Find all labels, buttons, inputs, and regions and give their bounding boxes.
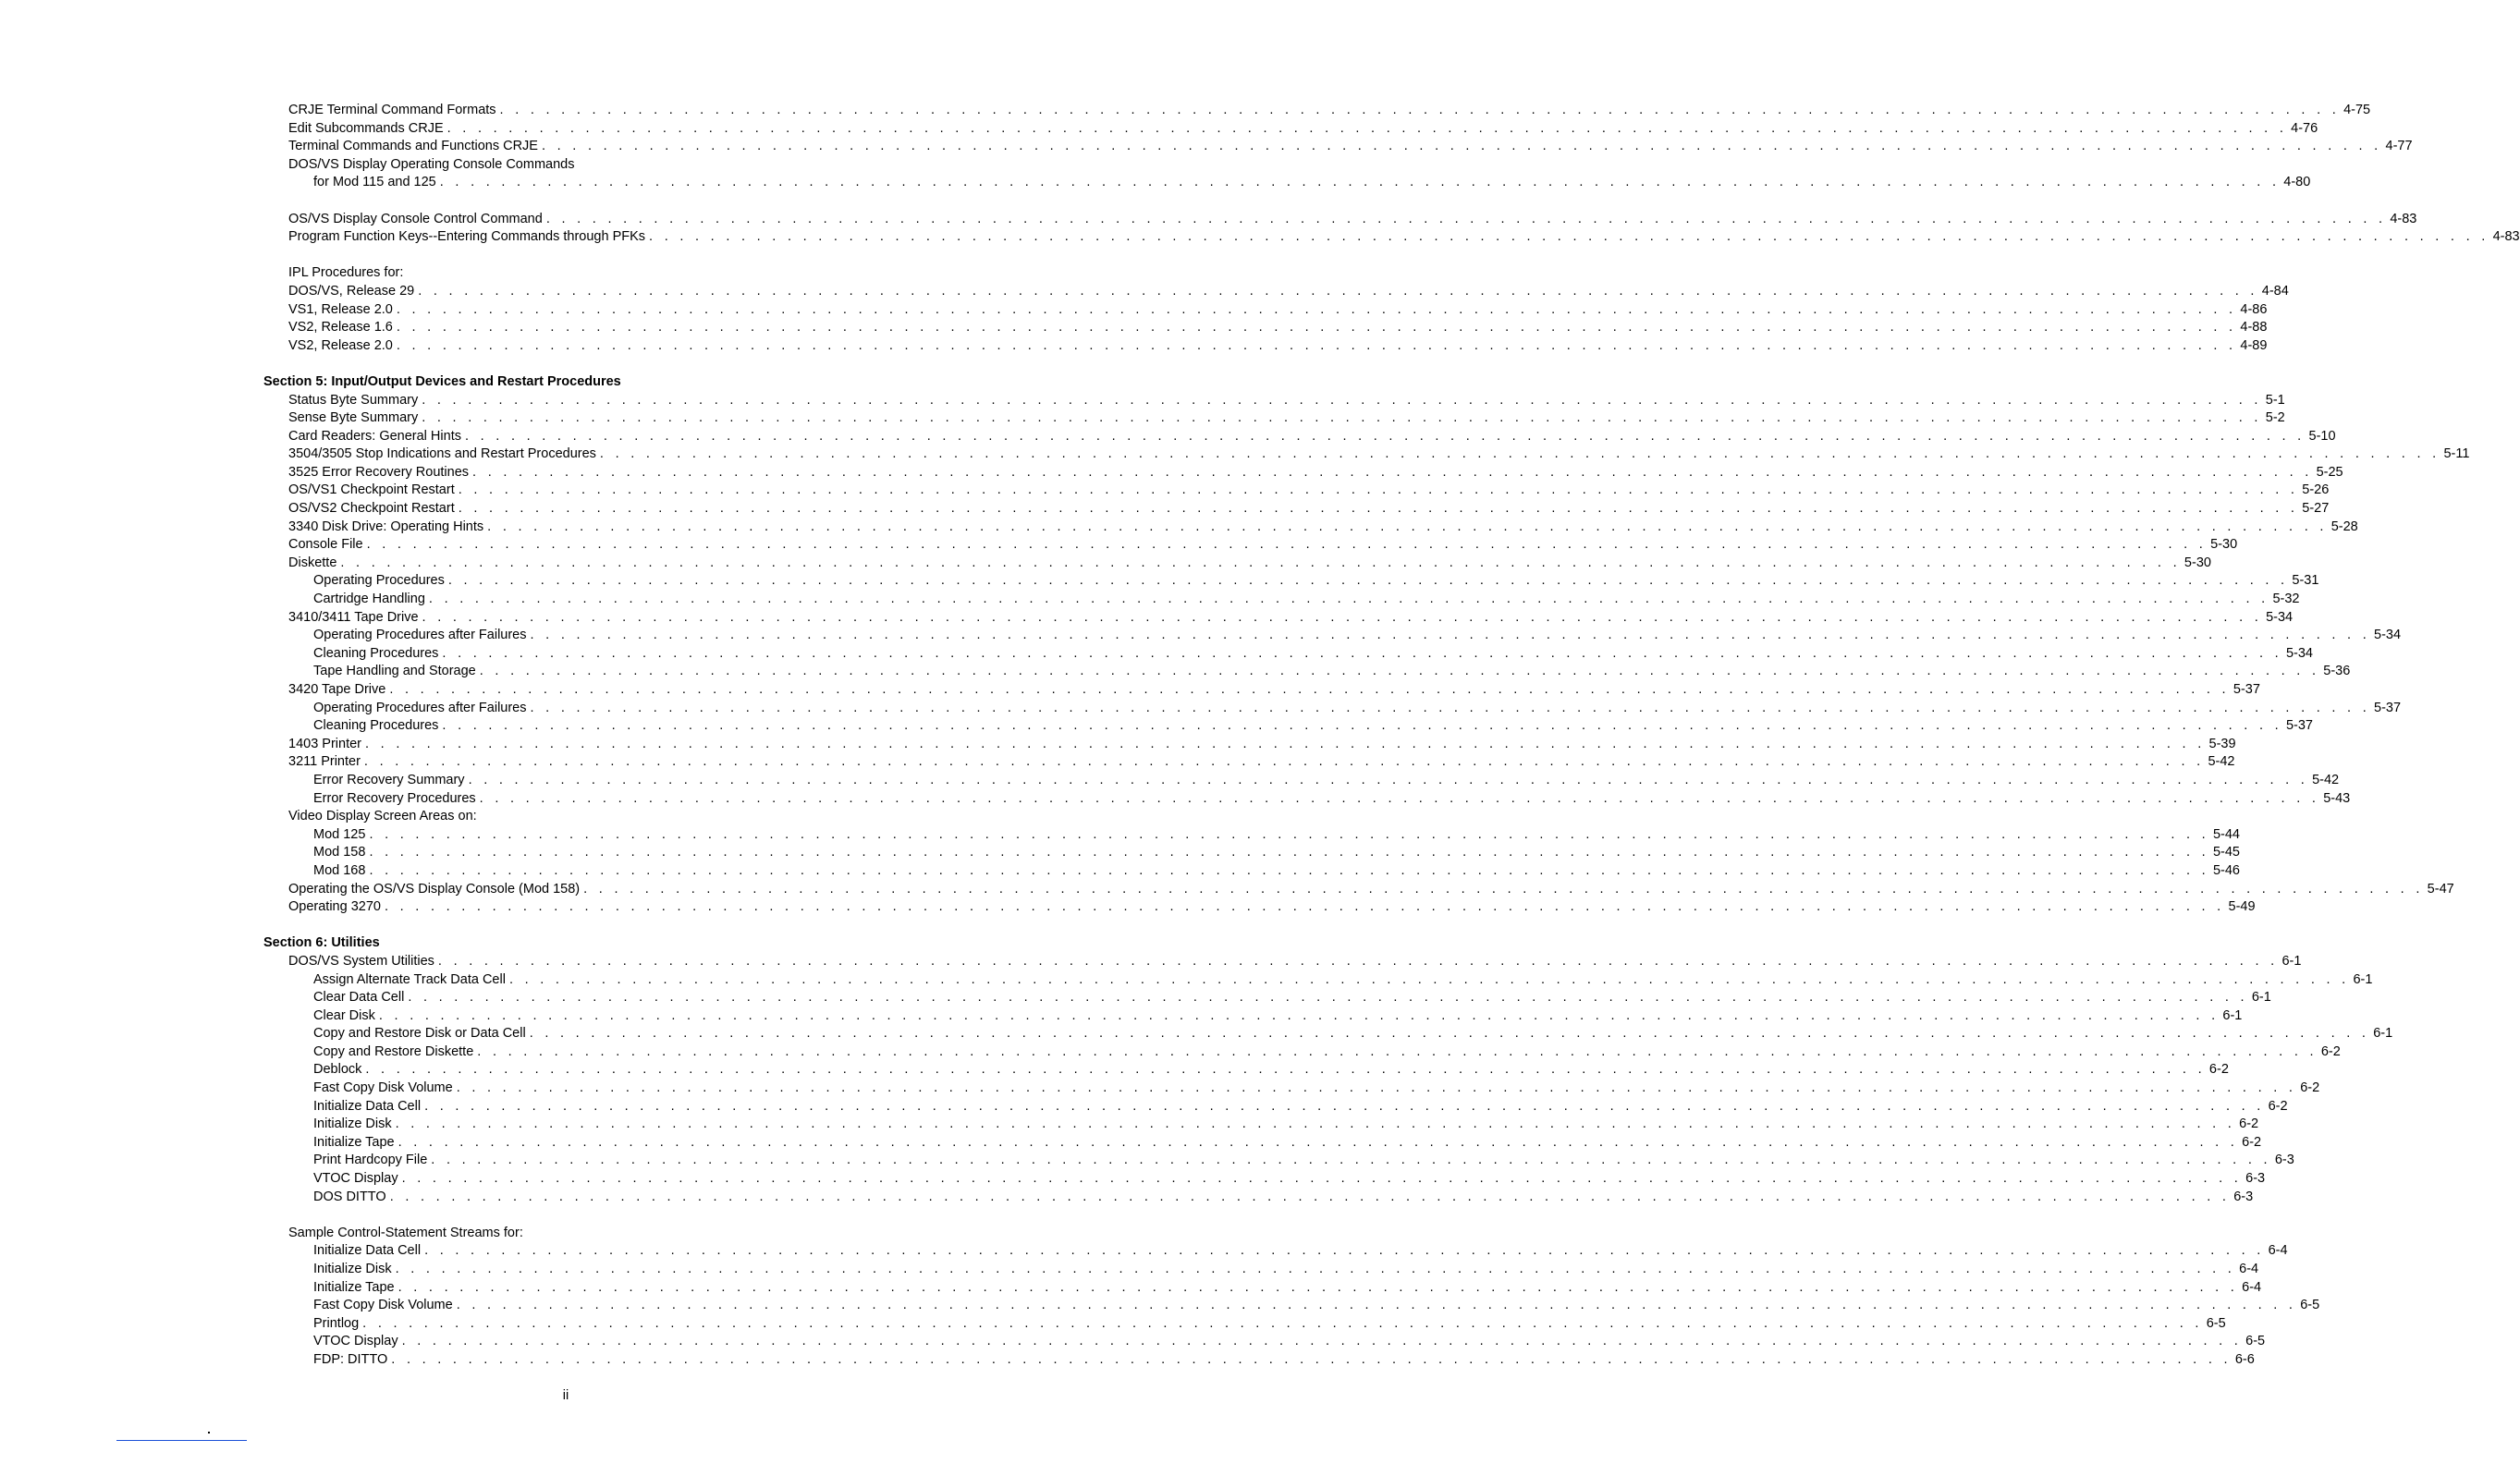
dot-leader: . . . . . . . . . . . . . . . . . . . . . . . . . . . . . . . . . . . . . . . . . . . . . . . . . . . . . . . . . . . . . . . . . . . . . . . . . . . . . . . . . . . . . . . . . . . . . . . . . . . . . . . . . . . . . . . . . . . . . . . .	[401, 1334, 2243, 1349]
toc-entry	[263, 700, 2402, 718]
toc-entry	[263, 428, 2336, 446]
toc-entry-title: Card Readers: General Hints	[288, 428, 461, 444]
dot-leader: . . . . . . . . . . . . . . . . . . . . . . . . . . . . . . . . . . . . . . . . . . . . . . . . . . . . . . . . . . . . . . . . . . . . . . . . . . . . . . . . . . . . . . . . . . . . . . . . . . . . . . . . . . . . . . . . . . . . . . . .	[499, 103, 2341, 117]
toc-entry-page: 6-4	[2242, 1279, 2262, 1295]
dot-leader: . . . . . . . . . . . . . . . . . . . . . . . . . . . . . . . . . . . . . . . . . . . . . . . . . . . . . . . . . . . . . . . . . . . . . . . . . . . . . . . . . . . . . . . . . . . . . . . . . . . . . . . . . . . . . . . . . . . . . . . .	[422, 392, 2262, 408]
toc-entry-title: for Mod 115 and 125	[313, 175, 436, 190]
toc-entry-page: 5-32	[2272, 592, 2300, 607]
toc-entry	[263, 1315, 2226, 1334]
toc-entry-title: Operating the OS/VS Display Console (Mod 158)	[288, 881, 581, 897]
toc-entry	[263, 1116, 2259, 1134]
dot-leader: . . . . . . . . . . . . . . . . . . . . . . . . . . . . . . . . . . . . . . . . . . . . . . . . . . . . . . . . . . . . . . . . . . . . . . . . . . . . . . . . . . . . . . . . . . . . . . . . . . . . . . . . . . . . . . . . . . . . . . . .	[378, 1007, 2220, 1023]
toc-entry-title: VTOC Display	[313, 1334, 398, 1349]
dot-leader: . . . . . . . . . . . . . . . . . . . . . . . . . . . . . . . . . . . . . . . . . . . . . . . . . . . . . . . . . . . . . . . . . . . . . . . . . . . . . . . . . . . . . . . . . . . . . . . . . . . . . . . . . . . . . . . . . . . . . . . .	[649, 229, 2489, 245]
toc-entry-page: 4-75	[2343, 103, 2371, 117]
dot-leader: . . . . . . . . . . . . . . . . . . . . . . . . . . . . . . . . . . . . . . . . . . . . . . . . . . . . . . . . . . . . . . . . . . . . . . . . . . . . . . . . . . . . . . . . . . . . . . . . . . . . . . . . . . . . . . . . . . . . . . . .	[529, 1026, 2370, 1042]
toc-entry	[263, 102, 2371, 120]
toc-entry-page: 5-30	[2210, 537, 2238, 553]
toc-entry	[263, 772, 2340, 790]
toc-entry	[263, 1242, 2288, 1261]
toc-entry-page: 6-3	[2245, 1171, 2266, 1187]
toc-entry	[263, 1279, 2262, 1298]
toc-entry-title: Mod 158	[313, 845, 366, 860]
toc-entry-page: 6-2	[2242, 1134, 2262, 1150]
toc-entry-page: 6-6	[2234, 1351, 2255, 1367]
toc-entry	[263, 717, 2313, 736]
toc-entry-title: Status Byte Summary	[288, 392, 419, 408]
toc-entry	[263, 1061, 2229, 1080]
toc-entry	[263, 1170, 2266, 1189]
toc-spacer	[263, 355, 862, 373]
dot-leader: . . . . . . . . . . . . . . . . . . . . . . . . . . . . . . . . . . . . . . . . . . . . . . . . . . . . . . . . . . . . . . . . . . . . . . . . . . . . . . . . . . . . . . . . . . . . . . . . . . . . . . . . . . . . . . . . . . . . . . . .	[395, 1116, 2236, 1132]
dot-leader: . . . . . . . . . . . . . . . . . . . . . . . . . . . . . . . . . . . . . . . . . . . . . . . . . . . . . . . . . . . . . . . . . . . . . . . . . . . . . . . . . . . . . . . . . . . . . . . . . . . . . . . . . . . . . . . . . . . . . . . .	[545, 211, 2387, 226]
toc-entry-title: Diskette	[288, 555, 337, 570]
dot-leader: . . . . . . . . . . . . . . . . . . . . . . . . . . . . . . . . . . . . . . . . . . . . . . . . . . . . . . . . . . . . . . . . . . . . . . . . . . . . . . . . . . . . . . . . . . . . . . . . . . . . . . . . . . . . . . . . . . . . . . . .	[362, 1315, 2203, 1331]
toc-entry	[263, 1080, 2320, 1098]
toc-entry-title: Assign Alternate Track Data Cell	[313, 971, 506, 987]
dot-leader: . . . . . . . . . . . . . . . . . . . . . . . . . . . . . . . . . . . . . . . . . . . . . . . . . . . . . . . . . . . . . . . . . . . . . . . . . . . . . . . . . . . . . . . . . . . . . . . . . . . . . . . . . . . . . . . . . . . . . . . .	[408, 990, 2248, 1006]
toc-entry-page: 6-3	[2233, 1189, 2254, 1204]
toc-entry-page: 5-25	[2316, 464, 2343, 480]
toc-entry-page: 6-4	[2268, 1243, 2288, 1259]
toc-entry-title: 3525 Error Recovery Routines	[288, 464, 470, 480]
toc-entry-title: 3410/3411 Tape Drive	[288, 609, 419, 625]
toc-entry-title: Print Hardcopy File	[313, 1153, 428, 1168]
dot-leader: . . . . . . . . . . . . . . . . . . . . . . . . . . . . . . . . . . . . . . . . . . . . . . . . . . . . . . . . . . . . . . . . . . . . . . . . . . . . . . . . . . . . . . . . . . . . . . . . . . . . . . . . . . . . . . . . . . . . . . . .	[447, 573, 2289, 589]
dot-leader: . . . . . . . . . . . . . . . . . . . . . . . . . . . . . . . . . . . . . . . . . . . . . . . . . . . . . . . . . . . . . . . . . . . . . . . . . . . . . . . . . . . . . . . . . . . . . . . . . . . . . . . . . . . . . . . . . . . . . . . .	[442, 718, 2282, 734]
toc-section-heading: Section 6: Utilities	[263, 935, 380, 951]
toc-entry	[263, 989, 2271, 1007]
footer-rule	[116, 1440, 247, 1441]
toc-entry-page: 6-4	[2239, 1262, 2259, 1276]
toc-entry-title: VTOC Display	[313, 1171, 398, 1187]
toc-entry-title: FDP: DITTO	[313, 1351, 388, 1367]
stray-mark	[208, 1432, 210, 1434]
toc-entry	[263, 337, 2268, 356]
toc-entry	[263, 392, 2285, 410]
toc-entry-page: 5-37	[2233, 682, 2260, 697]
dot-leader: . . . . . . . . . . . . . . . . . . . . . . . . . . . . . . . . . . . . . . . . . . . . . . . . . . . . . . . . . . . . . . . . . . . . . . . . . . . . . . . . . . . . . . . . . . . . . . . . . . . . . . . . . . . . . . . . . . . . . . . .	[389, 682, 2230, 697]
toc-entry-title: Copy and Restore Disk or Data Cell	[313, 1026, 526, 1042]
toc-entry-title: 3420 Tape Drive	[288, 682, 386, 697]
toc-entry-title: Operating 3270	[288, 899, 381, 915]
toc-entry	[263, 826, 2240, 845]
dot-leader: . . . . . . . . . . . . . . . . . . . . . . . . . . . . . . . . . . . . . . . . . . . . . . . . . . . . . . . . . . . . . . . . . . . . . . . . . . . . . . . . . . . . . . . . . . . . . . . . . . . . . . . . . . . . . . . . . . . . . . . .	[391, 1351, 2232, 1367]
toc-entry-page: 6-2	[2268, 1098, 2288, 1114]
toc-entry-page: 5-43	[2323, 790, 2351, 806]
dot-leader: . . . . . . . . . . . . . . . . . . . . . . . . . . . . . . . . . . . . . . . . . . . . . . . . . . . . . . . . . . . . . . . . . . . . . . . . . . . . . . . . . . . . . . . . . . . . . . . . . . . . . . . . . . . . . . . . . . . . . . . .	[401, 1171, 2243, 1187]
toc-entry	[263, 1297, 2320, 1315]
toc-entry-page: 5-42	[2312, 772, 2340, 787]
toc-section-heading: Section 5: Input/Output Devices and Restart Procedures	[263, 373, 621, 389]
dot-leader: . . . . . . . . . . . . . . . . . . . . . . . . . . . . . . . . . . . . . . . . . . . . . . . . . . . . . . . . . . . . . . . . . . . . . . . . . . . . . . . . . . . . . . . . . . . . . . . . . . . . . . . . . . . . . . . . . . . . . . . .	[599, 446, 2440, 462]
dot-leader: . . . . . . . . . . . . . . . . . . . . . . . . . . . . . . . . . . . . . . . . . . . . . . . . . . . . . . . . . . . . . . . . . . . . . . . . . . . . . . . . . . . . . . . . . . . . . . . . . . . . . . . . . . . . . . . . . . . . . . . .	[365, 736, 2206, 751]
dot-leader: . . . . . . . . . . . . . . . . . . . . . . . . . . . . . . . . . . . . . . . . . . . . . . . . . . . . . . . . . . . . . . . . . . . . . . . . . . . . . . . . . . . . . . . . . . . . . . . . . . . . . . . . . . . . . . . . . . . . . . . .	[396, 320, 2237, 336]
toc-entry-title: Operating Procedures after Failures	[313, 628, 527, 643]
dot-leader: . . . . . . . . . . . . . . . . . . . . . . . . . . . . . . . . . . . . . . . . . . . . . . . . . . . . . . . . . . . . . . . . . . . . . . . . . . . . . . . . . . . . . . . . . . . . . . . . . . . . . . . . . . . . . . . . . . . . . . . .	[363, 754, 2205, 770]
dot-leader: . . . . . . . . . . . . . . . . . . . . . . . . . . . . . . . . . . . . . . . . . . . . . . . . . . . . . . . . . . . . . . . . . . . . . . . . . . . . . . . . . . . . . . . . . . . . . . . . . . . . . . . . . . . . . . . . . . . . . . . .	[541, 139, 2382, 154]
page-number: ii	[562, 1388, 569, 1403]
toc-entry-title: Operating Procedures after Failures	[313, 700, 527, 715]
toc-entry-page: 4-80	[2283, 175, 2311, 190]
toc-entry-title: Program Function Keys--Entering Commands through PFKs	[288, 229, 646, 245]
dot-leader: . . . . . . . . . . . . . . . . . . . . . . . . . . . . . . . . . . . . . . . . . . . . . . . . . . . . . . . . . . . . . . . . . . . . . . . . . . . . . . . . . . . . . . . . . . . . . . . . . . . . . . . . . . . . . . . . . . . . . . . .	[369, 826, 2209, 842]
toc-entry	[263, 1189, 2254, 1207]
toc-entry-page: 5-34	[2285, 645, 2313, 661]
dot-leader: . . . . . . . . . . . . . . . . . . . . . . . . . . . . . . . . . . . . . . . . . . . . . . . . . . . . . . . . . . . . . . . . . . . . . . . . . . . . . . . . . . . . . . . . . . . . . . . . . . . . . . . . . . . . . . . . . . . . . . . .	[418, 283, 2258, 299]
toc-entry-title: Sense Byte Summary	[288, 410, 419, 426]
toc-entry-page: 5-26	[2302, 482, 2330, 498]
dot-leader: . . . . . . . . . . . . . . . . . . . . . . . . . . . . . . . . . . . . . . . . . . . . . . . . . . . . . . . . . . . . . . . . . . . . . . . . . . . . . . . . . . . . . . . . . . . . . . . . . . . . . . . . . . . . . . . . . . . . . . . .	[424, 1098, 2265, 1114]
toc-entry-page: 4-86	[2240, 301, 2268, 317]
toc-entry-page: 6-1	[2373, 1026, 2393, 1042]
toc-entry	[263, 862, 2240, 881]
toc-entry-page: 5-30	[2184, 555, 2211, 570]
toc-entry-title: VS2, Release 1.6	[288, 320, 393, 336]
toc-entry	[263, 482, 2330, 500]
toc-entry-page: 5-27	[2302, 501, 2330, 517]
toc-entry	[263, 518, 2358, 537]
toc-entry-page: 6-3	[2274, 1153, 2294, 1168]
toc-entry	[263, 1261, 2259, 1279]
toc-entry	[263, 753, 2235, 772]
dot-leader: . . . . . . . . . . . . . . . . . . . . . . . . . . . . . . . . . . . . . . . . . . . . . . . . . . . . . . . . . . . . . . . . . . . . . . . . . . . . . . . . . . . . . . . . . . . . . . . . . . . . . . . . . . . . . . . . . . . . . . . .	[422, 410, 2262, 426]
dot-leader: . . . . . . . . . . . . . . . . . . . . . . . . . . . . . . . . . . . . . . . . . . . . . . . . . . . . . . . . . . . . . . . . . . . . . . . . . . . . . . . . . . . . . . . . . . . . . . . . . . . . . . . . . . . . . . . . . . . . . . . .	[530, 700, 2371, 715]
toc-entry	[263, 591, 2300, 609]
toc-entry	[263, 663, 2351, 681]
toc-entry	[263, 844, 2240, 862]
dot-leader: . . . . . . . . . . . . . . . . . . . . . . . . . . . . . . . . . . . . . . . . . . . . . . . . . . . . . . . . . . . . . . . . . . . . . . . . . . . . . . . . . . . . . . . . . . . . . . . . . . . . . . . . . . . . . . . . . . . . . . . .	[395, 1262, 2236, 1276]
dot-leader: . . . . . . . . . . . . . . . . . . . . . . . . . . . . . . . . . . . . . . . . . . . . . . . . . . . . . . . . . . . . . . . . . . . . . . . . . . . . . . . . . . . . . . . . . . . . . . . . . . . . . . . . . . . . . . . . . . . . . . . .	[422, 609, 2263, 625]
toc-entry-page: 5-2	[2265, 410, 2285, 426]
toc-entry-title: Edit Subcommands CRJE	[288, 120, 444, 136]
toc-entry-page: 5-42	[2208, 754, 2235, 770]
toc-entry-title: Tape Handling and Storage	[313, 664, 476, 679]
toc-entry	[263, 572, 2319, 591]
toc-entry-page: 6-1	[2281, 953, 2302, 969]
toc-entry	[263, 645, 2313, 664]
toc-entry-title: 3340 Disk Drive: Operating Hints	[288, 518, 484, 534]
toc-entry-title: Initialize Disk	[313, 1262, 392, 1276]
toc-entry-title: Clear Disk	[313, 1007, 375, 1023]
dot-leader: . . . . . . . . . . . . . . . . . . . . . . . . . . . . . . . . . . . . . . . . . . . . . . . . . . . . . . . . . . . . . . . . . . . . . . . . . . . . . . . . . . . . . . . . . . . . . . . . . . . . . . . . . . . . . . . . . . . . . . . .	[398, 1279, 2239, 1295]
toc-entry-page: 5-34	[2374, 628, 2402, 643]
toc-spacer	[263, 192, 862, 211]
toc-entry	[263, 898, 2256, 917]
toc-entry	[263, 500, 2330, 518]
dot-leader: . . . . . . . . . . . . . . . . . . . . . . . . . . . . . . . . . . . . . . . . . . . . . . . . . . . . . . . . . . . . . . . . . . . . . . . . . . . . . . . . . . . . . . . . . . . . . . . . . . . . . . . . . . . . . . . . . . . . . . . .	[365, 1062, 2206, 1078]
toc-entry-title: Terminal Commands and Functions CRJE	[288, 139, 538, 154]
toc-entry-page: 4-76	[2291, 120, 2318, 136]
dot-leader: . . . . . . . . . . . . . . . . . . . . . . . . . . . . . . . . . . . . . . . . . . . . . . . . . . . . . . . . . . . . . . . . . . . . . . . . . . . . . . . . . . . . . . . . . . . . . . . . . . . . . . . . . . . . . . . . . . . . . . . .	[472, 464, 2313, 480]
dot-leader: . . . . . . . . . . . . . . . . . . . . . . . . . . . . . . . . . . . . . . . . . . . . . . . . . . . . . . . . . . . . . . . . . . . . . . . . . . . . . . . . . . . . . . . . . . . . . . . . . . . . . . . . . . . . . . . . . . . . . . . .	[424, 1243, 2265, 1259]
toc-entry-page: 5-46	[2212, 862, 2240, 878]
dot-leader: . . . . . . . . . . . . . . . . . . . . . . . . . . . . . . . . . . . . . . . . . . . . . . . . . . . . . . . . . . . . . . . . . . . . . . . . . . . . . . . . . . . . . . . . . . . . . . . . . . . . . . . . . . . . . . . . . . . . . . . .	[428, 592, 2269, 607]
dot-leader: . . . . . . . . . . . . . . . . . . . . . . . . . . . . . . . . . . . . . . . . . . . . . . . . . . . . . . . . . . . . . . . . . . . . . . . . . . . . . . . . . . . . . . . . . . . . . . . . . . . . . . . . . . . . . . . . . . . . . . . .	[369, 845, 2209, 860]
toc-entry-title: 3504/3505 Stop Indications and Restart Procedures	[288, 446, 596, 462]
dot-leader: . . . . . . . . . . . . . . . . . . . . . . . . . . . . . . . . . . . . . . . . . . . . . . . . . . . . . . . . . . . . . . . . . . . . . . . . . . . . . . . . . . . . . . . . . . . . . . . . . . . . . . . . . . . . . . . . . . . . . . . .	[508, 971, 2350, 987]
toc-entry-title: DOS DITTO	[313, 1189, 386, 1204]
toc-entry-page: 5-31	[2292, 573, 2319, 589]
toc-entry-page: 6-5	[2206, 1315, 2226, 1331]
dot-leader: . . . . . . . . . . . . . . . . . . . . . . . . . . . . . . . . . . . . . . . . . . . . . . . . . . . . . . . . . . . . . . . . . . . . . . . . . . . . . . . . . . . . . . . . . . . . . . . . . . . . . . . . . . . . . . . . . . . . . . . .	[437, 953, 2279, 969]
toc-entry-page: 6-1	[2353, 971, 2373, 987]
toc-entry	[263, 627, 2402, 645]
toc-entry	[263, 211, 2417, 229]
toc-entry	[263, 283, 2289, 301]
toc-entry	[263, 120, 2318, 139]
toc-entry-page: 6-2	[2208, 1062, 2229, 1078]
dot-leader: . . . . . . . . . . . . . . . . . . . . . . . . . . . . . . . . . . . . . . . . . . . . . . . . . . . . . . . . . . . . . . . . . . . . . . . . . . . . . . . . . . . . . . . . . . . . . . . . . . . . . . . . . . . . . . . . . . . . . . . .	[384, 899, 2225, 915]
toc-entry-title: OS/VS2 Checkpoint Restart	[288, 501, 455, 517]
toc-entry	[263, 409, 2285, 428]
toc-entry	[263, 1134, 2262, 1153]
toc-entry-title: Console File	[288, 537, 363, 553]
toc-entry-title: Initialize Tape	[313, 1279, 395, 1295]
toc-entry-title: Cleaning Procedures	[313, 718, 439, 734]
toc-entry	[263, 1351, 2255, 1370]
toc-entry	[263, 736, 2236, 754]
toc-entry	[263, 555, 2211, 573]
toc-entry-title: OS/VS Display Console Control Command	[288, 211, 543, 226]
toc-entry-title: Deblock	[313, 1062, 362, 1078]
toc-entry	[263, 681, 2260, 700]
toc-entry-title: DOS/VS System Utilities	[288, 953, 434, 969]
toc-entry	[263, 953, 2302, 971]
toc-group-label: Sample Control-Statement Streams for:	[288, 1225, 523, 1240]
toc-entry-title: CRJE Terminal Command Formats	[288, 103, 496, 117]
dot-leader: . . . . . . . . . . . . . . . . . . . . . . . . . . . . . . . . . . . . . . . . . . . . . . . . . . . . . . . . . . . . . . . . . . . . . . . . . . . . . . . . . . . . . . . . . . . . . . . . . . . . . . . . . . . . . . . . . . . . . . . .	[479, 790, 2320, 806]
dot-leader: . . . . . . . . . . . . . . . . . . . . . . . . . . . . . . . . . . . . . . . . . . . . . . . . . . . . . . . . . . . . . . . . . . . . . . . . . . . . . . . . . . . . . . . . . . . . . . . . . . . . . . . . . . . . . . . . . . . . . . . .	[464, 428, 2306, 444]
toc-entry-title: 3211 Printer	[288, 754, 361, 770]
toc-entry-title: Mod 168	[313, 862, 366, 878]
toc-entry-page: 5-37	[2374, 700, 2402, 715]
toc-entry-title: 1403 Printer	[288, 736, 361, 751]
toc-group-label: DOS/VS Display Operating Console Commands	[288, 156, 575, 172]
toc-entry-page: 6-2	[2239, 1116, 2259, 1132]
dot-leader: . . . . . . . . . . . . . . . . . . . . . . . . . . . . . . . . . . . . . . . . . . . . . . . . . . . . . . . . . . . . . . . . . . . . . . . . . . . . . . . . . . . . . . . . . . . . . . . . . . . . . . . . . . . . . . . . . . . . . . . .	[442, 645, 2282, 661]
dot-leader: . . . . . . . . . . . . . . . . . . . . . . . . . . . . . . . . . . . . . . . . . . . . . . . . . . . . . . . . . . . . . . . . . . . . . . . . . . . . . . . . . . . . . . . . . . . . . . . . . . . . . . . . . . . . . . . . . . . . . . . .	[439, 175, 2281, 190]
toc-entry	[263, 1098, 2288, 1116]
dot-leader: . . . . . . . . . . . . . . . . . . . . . . . . . . . . . . . . . . . . . . . . . . . . . . . . . . . . . . . . . . . . . . . . . . . . . . . . . . . . . . . . . . . . . . . . . . . . . . . . . . . . . . . . . . . . . . . . . . . . . . . .	[396, 301, 2237, 317]
toc-entry-page: 5-10	[2308, 428, 2336, 444]
dot-leader: . . . . . . . . . . . . . . . . . . . . . . . . . . . . . . . . . . . . . . . . . . . . . . . . . . . . . . . . . . . . . . . . . . . . . . . . . . . . . . . . . . . . . . . . . . . . . . . . . . . . . . . . . . . . . . . . . . . . . . . .	[458, 501, 2299, 517]
toc-entry	[263, 174, 2311, 192]
toc-entry-page: 5-11	[2443, 446, 2470, 462]
toc-entry	[263, 138, 2413, 156]
toc-entry	[263, 445, 2470, 464]
dot-leader: . . . . . . . . . . . . . . . . . . . . . . . . . . . . . . . . . . . . . . . . . . . . . . . . . . . . . . . . . . . . . . . . . . . . . . . . . . . . . . . . . . . . . . . . . . . . . . . . . . . . . . . . . . . . . . . . . . . . . . . .	[389, 1189, 2231, 1204]
toc-entry-title: Fast Copy Disk Volume	[313, 1298, 453, 1313]
toc-entry-page: 6-2	[2300, 1080, 2320, 1096]
toc-entry-title: Copy and Restore Diskette	[313, 1043, 474, 1059]
toc-entry-page: 6-5	[2245, 1334, 2266, 1349]
dot-leader: . . . . . . . . . . . . . . . . . . . . . . . . . . . . . . . . . . . . . . . . . . . . . . . . . . . . . . . . . . . . . . . . . . . . . . . . . . . . . . . . . . . . . . . . . . . . . . . . . . . . . . . . . . . . . . . . . . . . . . . .	[398, 1134, 2239, 1150]
dot-leader: . . . . . . . . . . . . . . . . . . . . . . . . . . . . . . . . . . . . . . . . . . . . . . . . . . . . . . . . . . . . . . . . . . . . . . . . . . . . . . . . . . . . . . . . . . . . . . . . . . . . . . . . . . . . . . . . . . . . . . . .	[458, 482, 2299, 498]
toc-entry	[263, 1333, 2266, 1351]
dot-leader: . . . . . . . . . . . . . . . . . . . . . . . . . . . . . . . . . . . . . . . . . . . . . . . . . . . . . . . . . . . . . . . . . . . . . . . . . . . . . . . . . . . . . . . . . . . . . . . . . . . . . . . . . . . . . . . . . . . . . . . .	[477, 1043, 2318, 1059]
table-of-contents	[263, 102, 2520, 1370]
toc-entry	[263, 790, 2351, 809]
toc-entry-title: Mod 125	[313, 826, 366, 842]
dot-leader: . . . . . . . . . . . . . . . . . . . . . . . . . . . . . . . . . . . . . . . . . . . . . . . . . . . . . . . . . . . . . . . . . . . . . . . . . . . . . . . . . . . . . . . . . . . . . . . . . . . . . . . . . . . . . . . . . . . . . . . .	[447, 120, 2288, 136]
dot-leader: . . . . . . . . . . . . . . . . . . . . . . . . . . . . . . . . . . . . . . . . . . . . . . . . . . . . . . . . . . . . . . . . . . . . . . . . . . . . . . . . . . . . . . . . . . . . . . . . . . . . . . . . . . . . . . . . . . . . . . . .	[583, 881, 2424, 897]
toc-entry-page: 4-83	[2390, 211, 2417, 226]
toc-entry-page: 4-84	[2261, 283, 2289, 299]
toc-entry-page: 4-89	[2240, 337, 2268, 353]
toc-entry-title: DOS/VS, Release 29	[288, 283, 415, 299]
toc-entry-title: OS/VS1 Checkpoint Restart	[288, 482, 455, 498]
toc-entry	[263, 301, 2268, 320]
dot-leader: . . . . . . . . . . . . . . . . . . . . . . . . . . . . . . . . . . . . . . . . . . . . . . . . . . . . . . . . . . . . . . . . . . . . . . . . . . . . . . . . . . . . . . . . . . . . . . . . . . . . . . . . . . . . . . . . . . . . . . . .	[456, 1298, 2297, 1313]
toc-entry-title: Error Recovery Summary	[313, 772, 465, 787]
toc-entry	[263, 881, 2454, 899]
toc-entry-title: Fast Copy Disk Volume	[313, 1080, 453, 1096]
toc-entry	[263, 1007, 2243, 1026]
toc-entry	[263, 464, 2343, 482]
toc-entry-title: Initialize Data Cell	[313, 1243, 422, 1259]
dot-leader: . . . . . . . . . . . . . . . . . . . . . . . . . . . . . . . . . . . . . . . . . . . . . . . . . . . . . . . . . . . . . . . . . . . . . . . . . . . . . . . . . . . . . . . . . . . . . . . . . . . . . . . . . . . . . . . . . . . . . . . .	[468, 772, 2309, 787]
toc-entry	[263, 228, 2520, 247]
toc-group-label: Video Display Screen Areas on:	[288, 809, 477, 824]
toc-entry	[263, 609, 2294, 628]
toc-entry	[263, 1025, 2393, 1043]
toc-entry-page: 6-1	[2251, 990, 2271, 1006]
toc-entry-title: VS2, Release 2.0	[288, 337, 393, 353]
toc-entry-page: 6-2	[2320, 1043, 2341, 1059]
toc-entry-title: Cartridge Handling	[313, 592, 425, 607]
toc-entry	[263, 971, 2373, 990]
toc-group-label: IPL Procedures for:	[288, 265, 404, 281]
dot-leader: . . . . . . . . . . . . . . . . . . . . . . . . . . . . . . . . . . . . . . . . . . . . . . . . . . . . . . . . . . . . . . . . . . . . . . . . . . . . . . . . . . . . . . . . . . . . . . . . . . . . . . . . . . . . . . . . . . . . . . . .	[366, 537, 2208, 553]
toc-entry-title: Printlog	[313, 1315, 360, 1331]
toc-entry-page: 6-1	[2222, 1007, 2243, 1023]
toc-entry	[263, 319, 2268, 337]
toc-entry-page: 5-44	[2212, 826, 2240, 842]
dot-leader: . . . . . . . . . . . . . . . . . . . . . . . . . . . . . . . . . . . . . . . . . . . . . . . . . . . . . . . . . . . . . . . . . . . . . . . . . . . . . . . . . . . . . . . . . . . . . . . . . . . . . . . . . . . . . . . . . . . . . . . .	[431, 1153, 2271, 1168]
toc-entry-page: 4-83	[2492, 229, 2520, 245]
toc-entry-page: 5-28	[2330, 518, 2358, 534]
toc-entry-page: 4-77	[2385, 139, 2413, 154]
dot-leader: . . . . . . . . . . . . . . . . . . . . . . . . . . . . . . . . . . . . . . . . . . . . . . . . . . . . . . . . . . . . . . . . . . . . . . . . . . . . . . . . . . . . . . . . . . . . . . . . . . . . . . . . . . . . . . . . . . . . . . . .	[487, 518, 2328, 534]
dot-leader: . . . . . . . . . . . . . . . . . . . . . . . . . . . . . . . . . . . . . . . . . . . . . . . . . . . . . . . . . . . . . . . . . . . . . . . . . . . . . . . . . . . . . . . . . . . . . . . . . . . . . . . . . . . . . . . . . . . . . . . .	[369, 862, 2209, 878]
toc-spacer	[263, 917, 862, 935]
toc-entry-page: 5-37	[2285, 718, 2313, 734]
toc-entry	[263, 1043, 2341, 1062]
dot-leader: . . . . . . . . . . . . . . . . . . . . . . . . . . . . . . . . . . . . . . . . . . . . . . . . . . . . . . . . . . . . . . . . . . . . . . . . . . . . . . . . . . . . . . . . . . . . . . . . . . . . . . . . . . . . . . . . . . . . . . . .	[479, 664, 2320, 679]
toc-entry-title: Cleaning Procedures	[313, 645, 439, 661]
dot-leader: . . . . . . . . . . . . . . . . . . . . . . . . . . . . . . . . . . . . . . . . . . . . . . . . . . . . . . . . . . . . . . . . . . . . . . . . . . . . . . . . . . . . . . . . . . . . . . . . . . . . . . . . . . . . . . . . . . . . . . . .	[396, 337, 2237, 353]
dot-leader: . . . . . . . . . . . . . . . . . . . . . . . . . . . . . . . . . . . . . . . . . . . . . . . . . . . . . . . . . . . . . . . . . . . . . . . . . . . . . . . . . . . . . . . . . . . . . . . . . . . . . . . . . . . . . . . . . . . . . . . .	[530, 628, 2371, 643]
toc-entry-title: Operating Procedures	[313, 573, 445, 589]
toc-entry	[263, 1152, 2294, 1170]
toc-entry-page: 6-5	[2300, 1298, 2320, 1313]
toc-entry-title: Initialize Data Cell	[313, 1098, 422, 1114]
toc-entry-title: Clear Data Cell	[313, 990, 405, 1006]
toc-entry-page: 5-39	[2208, 736, 2236, 751]
toc-entry-page: 5-49	[2228, 899, 2256, 915]
toc-entry-page: 5-34	[2266, 609, 2294, 625]
toc-entry	[263, 536, 2238, 555]
toc-entry-title: Error Recovery Procedures	[313, 790, 476, 806]
toc-entry-page: 5-36	[2323, 664, 2351, 679]
toc-entry-page: 5-1	[2265, 392, 2285, 408]
toc-spacer	[263, 247, 862, 265]
toc-entry-page: 4-88	[2240, 320, 2268, 336]
toc-entry-page: 5-47	[2427, 881, 2454, 897]
toc-entry-title: Initialize Disk	[313, 1116, 392, 1132]
toc-entry-page: 5-45	[2212, 845, 2240, 860]
toc-spacer	[263, 1206, 862, 1225]
dot-leader: . . . . . . . . . . . . . . . . . . . . . . . . . . . . . . . . . . . . . . . . . . . . . . . . . . . . . . . . . . . . . . . . . . . . . . . . . . . . . . . . . . . . . . . . . . . . . . . . . . . . . . . . . . . . . . . . . . . . . . . .	[456, 1080, 2297, 1096]
dot-leader: . . . . . . . . . . . . . . . . . . . . . . . . . . . . . . . . . . . . . . . . . . . . . . . . . . . . . . . . . . . . . . . . . . . . . . . . . . . . . . . . . . . . . . . . . . . . . . . . . . . . . . . . . . . . . . . . . . . . . . . .	[340, 555, 2181, 570]
toc-entry-title: Initialize Tape	[313, 1134, 395, 1150]
toc-entry-title: VS1, Release 2.0	[288, 301, 393, 317]
